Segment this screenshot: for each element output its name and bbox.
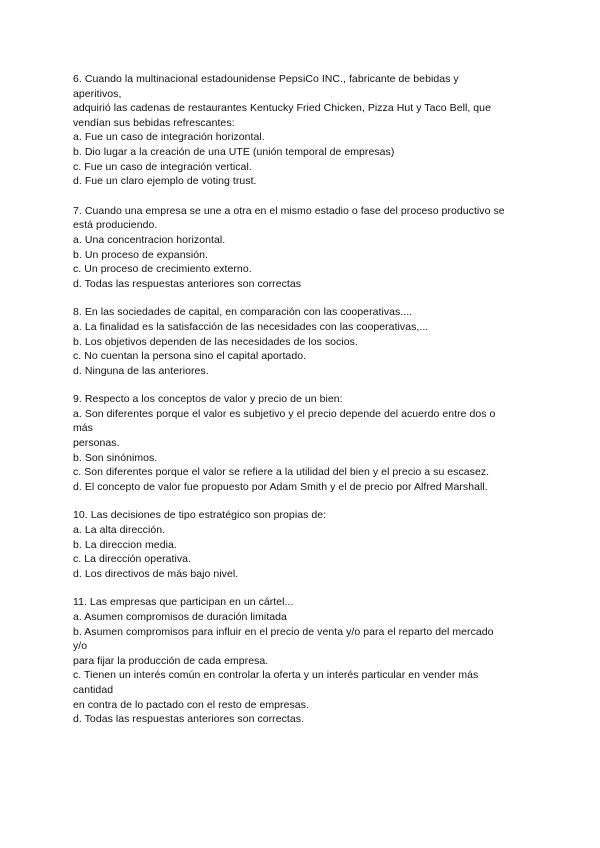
question-11-option-b: b. Asumen compromisos para influir en el precio de venta y/o para el reparto del mercado (73, 625, 494, 638)
question-7-option-a: a. Una concentracion horizontal. (73, 233, 226, 246)
question-8-option-a: a. La finalidad es la satisfacción de las necesidades con las cooperativas,... (73, 320, 429, 333)
question-7-option-d: d. Todas las respuestas anteriores son correctas (73, 277, 302, 290)
question-8-option-c: c. No cuentan la persona sino el capital aportado. (73, 350, 307, 363)
question-10 (73, 508, 530, 581)
question-7-option-c: c. Un proceso de crecimiento externo. (73, 263, 252, 276)
question-9-option-a-cont: personas. (73, 437, 120, 450)
question-6-stem-cont: aperitivos, (73, 87, 122, 100)
question-7 (73, 204, 530, 292)
question-7-option-b: b. Un proceso de expansión. (73, 248, 209, 261)
question-9-stem: 9. Respecto a los conceptos de valor y precio de un bien: (73, 393, 343, 406)
question-6-option-d: d. Fue un claro ejemplo de voting trust. (73, 175, 257, 188)
question-7-stem: 7. Cuando una empresa se une a otra en el mismo estadio o fase del proceso productivo se (73, 204, 505, 217)
question-6-option-b: b. Dio lugar a la creación de una UTE (unión temporal de empresas) (73, 145, 395, 158)
question-10-stem: 10. Las decisiones de tipo estratégico son propias de: (73, 509, 327, 522)
question-7-stem-cont: está produciendo. (73, 219, 158, 232)
question-6-option-c: c. Fue un caso de integración vertical. (73, 160, 252, 173)
question-11-option-c: c. Tienen un interés común en controlar la oferta y un interés particular en vender más (73, 669, 479, 682)
question-9 (73, 392, 530, 494)
question-11-stem: 11. Las empresas que participan en un cártel... (73, 596, 294, 609)
question-6-stem-cont: adquirió las cadenas de restaurantes Kentucky Fried Chicken, Pizza Hut y Taco Bell, que (73, 102, 491, 115)
question-8-option-b: b. Los objetivos dependen de las necesidades de los socios. (73, 335, 358, 348)
question-8-option-d: d. Ninguna de las anteriores. (73, 364, 209, 377)
question-6-stem: 6. Cuando la multinacional estadounidense PepsiCo INC., fabricante de bebidas y (73, 73, 459, 85)
question-11-option-c-cont: en contra de lo pactado con el resto de empresas. (73, 698, 309, 711)
question-11-option-a: a. Asumen compromisos de duración limitada (73, 611, 287, 623)
question-11-option-b-cont: para fijar la producción de cada empresa. (73, 654, 269, 667)
question-10-option-d: d. Los directivos de más bajo nivel. (73, 567, 239, 580)
question-9-option-a: a. Son diferentes porque el valor es subjetivo y el precio depende del acuerdo entre dos o (73, 407, 496, 420)
question-10-option-c: c. La dirección operativa. (73, 553, 192, 566)
question-9-option-c: c. Son diferentes porque el valor se refiere a la utilidad del bien y el precio a su escasez. (73, 466, 490, 479)
question-6-option-a: a. Fue un caso de integración horizontal. (73, 131, 265, 144)
question-10-option-b: b. La direccion media. (73, 538, 177, 551)
question-11-option-b-cont: y/o (73, 640, 88, 653)
question-9-option-d: d. El concepto de valor fue propuesto por Adam Smith y el de precio por Alfred Marshall. (73, 480, 488, 493)
question-8 (73, 305, 530, 378)
question-6-stem-cont: vendían sus bebidas refrescantes: (73, 116, 235, 129)
question-10-option-a: a. La alta dirección. (73, 524, 166, 537)
question-11-option-d: d. Todas las respuestas anteriores son correctas. (73, 713, 305, 726)
question-9-option-b: b. Son sinónimos. (73, 451, 158, 464)
question-11 (73, 595, 530, 726)
question-11-option-c-cont: cantidad (73, 683, 114, 696)
question-9-option-a-cont: más (73, 422, 93, 435)
question-8-stem: 8. En las sociedades de capital, en comparación con las cooperativas.... (73, 306, 413, 319)
question-6 (73, 72, 530, 189)
